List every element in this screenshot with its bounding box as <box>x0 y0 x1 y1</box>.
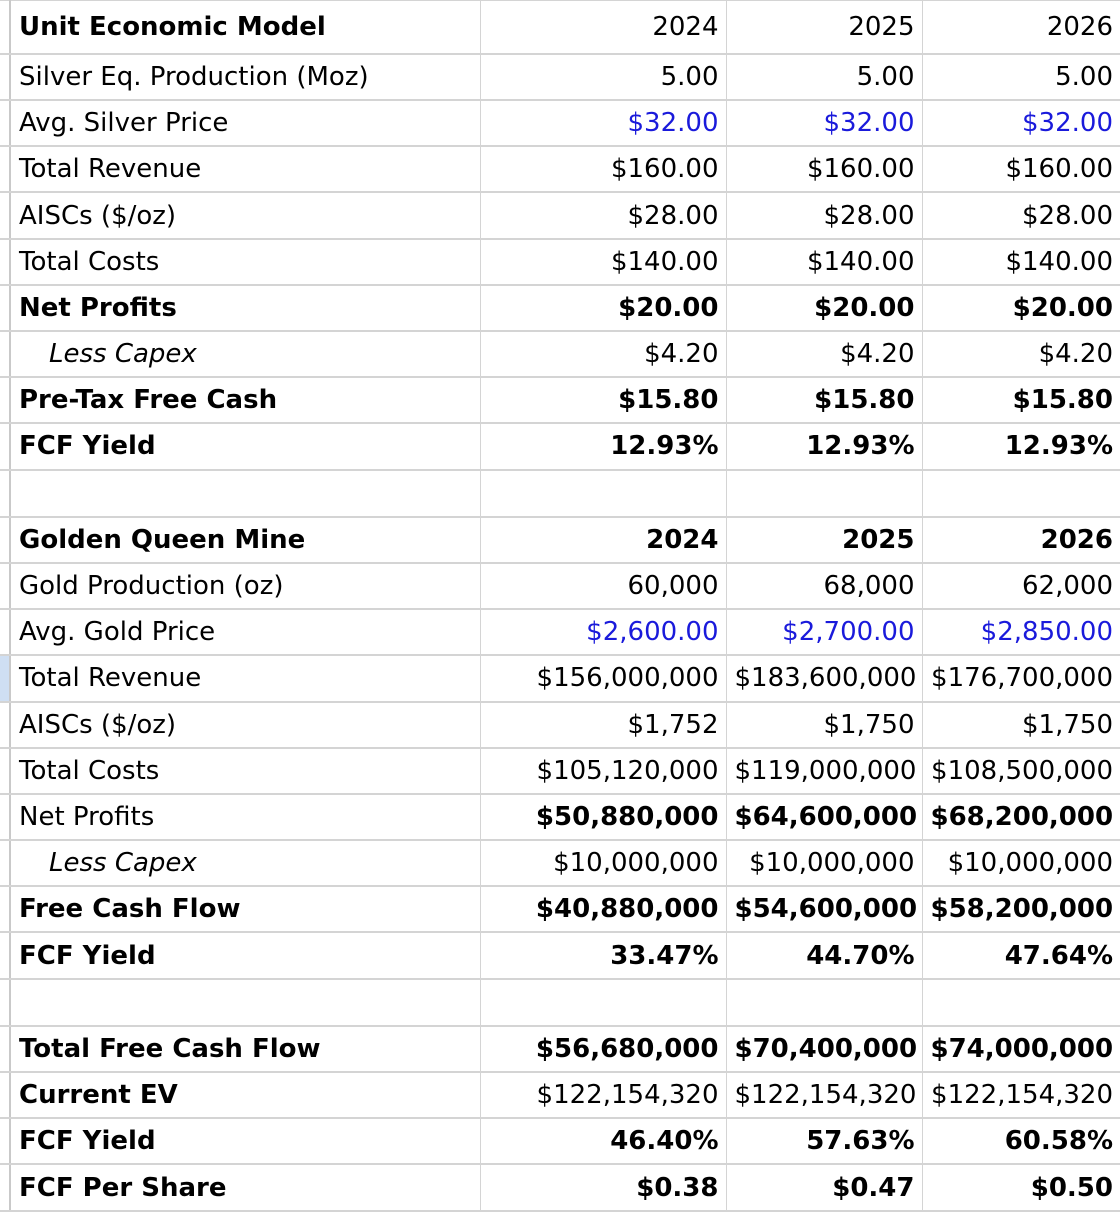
table-row <box>0 886 1120 932</box>
value-cell[interactable]: $1,752 <box>480 702 726 748</box>
value-cell[interactable]: $10,000,000 <box>480 840 726 886</box>
row-label-cell[interactable]: Total Costs <box>10 239 480 285</box>
value-cell[interactable]: $160.00 <box>922 146 1120 192</box>
table-row <box>0 702 1120 748</box>
value-cell[interactable]: $50,880,000 <box>480 794 726 840</box>
row-header-cell[interactable] <box>0 1 10 54</box>
value-cell[interactable]: $74,000,000 <box>922 1026 1120 1072</box>
table-row <box>0 1072 1120 1118</box>
row-header-cell[interactable] <box>0 794 10 840</box>
table-row <box>0 609 1120 655</box>
section-title-cell[interactable]: Unit Economic Model <box>10 1 480 54</box>
row-label-cell[interactable]: Silver Eq. Production (Moz) <box>10 54 480 100</box>
row-label-cell[interactable]: Gold Production (oz) <box>10 563 480 609</box>
input-value-cell[interactable]: $2,700.00 <box>726 609 922 655</box>
value-cell[interactable]: $183,600,000 <box>726 655 922 701</box>
input-value-cell[interactable]: $2,600.00 <box>480 609 726 655</box>
table-row <box>0 146 1120 192</box>
row-label-cell[interactable]: Total Revenue <box>10 655 480 701</box>
row-header-cell[interactable] <box>0 886 10 932</box>
empty-cell[interactable] <box>480 979 726 1026</box>
empty-cell[interactable] <box>922 470 1120 517</box>
row-header-cell[interactable] <box>0 54 10 100</box>
table-row <box>0 794 1120 840</box>
value-cell[interactable]: $122,154,320 <box>726 1072 922 1118</box>
empty-cell[interactable] <box>10 979 480 1026</box>
value-cell[interactable]: $15.80 <box>922 377 1120 423</box>
table-row <box>0 54 1120 100</box>
table-row <box>0 748 1120 794</box>
value-cell[interactable]: $20.00 <box>726 285 922 331</box>
year-header-cell[interactable]: 2026 <box>922 517 1120 563</box>
empty-cell[interactable] <box>726 979 922 1026</box>
table-row <box>0 1 1120 54</box>
value-cell[interactable]: $156,000,000 <box>480 655 726 701</box>
value-cell[interactable]: $140.00 <box>922 239 1120 285</box>
value-cell[interactable]: 57.63% <box>726 1118 922 1164</box>
value-cell[interactable]: 60.58% <box>922 1118 1120 1164</box>
row-header-cell[interactable] <box>0 1118 10 1164</box>
row-label-cell[interactable]: Total Revenue <box>10 146 480 192</box>
table-row <box>0 192 1120 238</box>
table-row <box>0 563 1120 609</box>
value-cell[interactable]: $15.80 <box>480 377 726 423</box>
row-header-cell[interactable] <box>0 1164 10 1211</box>
row-header-cell[interactable] <box>0 192 10 238</box>
input-value-cell[interactable]: $32.00 <box>922 100 1120 146</box>
value-cell[interactable]: $0.38 <box>480 1164 726 1211</box>
table-row <box>0 470 1120 517</box>
row-label-cell[interactable]: AISCs ($/oz) <box>10 192 480 238</box>
row-label-cell[interactable]: Less Capex <box>10 331 480 377</box>
value-cell[interactable]: 5.00 <box>480 54 726 100</box>
row-label-cell[interactable]: AISCs ($/oz) <box>10 702 480 748</box>
value-cell[interactable]: 12.93% <box>922 423 1120 469</box>
row-label-cell[interactable]: Free Cash Flow <box>10 886 480 932</box>
value-cell[interactable]: $160.00 <box>480 146 726 192</box>
row-header-cell[interactable] <box>0 377 10 423</box>
value-cell[interactable]: $68,200,000 <box>922 794 1120 840</box>
value-cell[interactable]: $20.00 <box>922 285 1120 331</box>
value-cell[interactable]: 68,000 <box>726 563 922 609</box>
table-row <box>0 840 1120 886</box>
table-row <box>0 100 1120 146</box>
value-cell[interactable]: $119,000,000 <box>726 748 922 794</box>
empty-cell[interactable] <box>480 470 726 517</box>
row-header-cell[interactable] <box>0 285 10 331</box>
table-row <box>0 979 1120 1026</box>
value-cell[interactable]: $4.20 <box>922 331 1120 377</box>
table-row <box>0 423 1120 469</box>
row-header-cell[interactable] <box>0 100 10 146</box>
value-cell[interactable]: $40,880,000 <box>480 886 726 932</box>
value-cell[interactable]: $140.00 <box>480 239 726 285</box>
table-row <box>0 285 1120 331</box>
year-header-cell[interactable]: 2025 <box>726 1 922 54</box>
row-header-cell[interactable] <box>0 331 10 377</box>
row-label-cell[interactable]: FCF Per Share <box>10 1164 480 1211</box>
row-label-cell[interactable]: Current EV <box>10 1072 480 1118</box>
value-cell[interactable]: 12.93% <box>726 423 922 469</box>
row-label-cell[interactable]: Net Profits <box>10 794 480 840</box>
table-row <box>0 517 1120 563</box>
table-row <box>0 377 1120 423</box>
value-cell[interactable]: $28.00 <box>480 192 726 238</box>
value-cell[interactable]: 33.47% <box>480 932 726 978</box>
value-cell[interactable]: $64,600,000 <box>726 794 922 840</box>
row-label-cell[interactable]: FCF Yield <box>10 423 480 469</box>
empty-cell[interactable] <box>726 470 922 517</box>
row-header-cell[interactable] <box>0 609 10 655</box>
row-header-cell[interactable] <box>0 563 10 609</box>
empty-cell[interactable] <box>922 979 1120 1026</box>
value-cell[interactable]: $54,600,000 <box>726 886 922 932</box>
value-cell[interactable]: $4.20 <box>480 331 726 377</box>
table-row <box>0 1164 1120 1211</box>
year-header-cell[interactable]: 2025 <box>726 517 922 563</box>
table-row <box>0 1118 1120 1164</box>
row-header-cell[interactable] <box>0 702 10 748</box>
value-cell[interactable]: 12.93% <box>480 423 726 469</box>
row-label-cell[interactable]: Pre-Tax Free Cash <box>10 377 480 423</box>
row-label-cell[interactable]: Total Costs <box>10 748 480 794</box>
table-row <box>0 239 1120 285</box>
value-cell[interactable]: 62,000 <box>922 563 1120 609</box>
value-cell[interactable]: 5.00 <box>922 54 1120 100</box>
row-header-cell-selected[interactable] <box>0 655 10 701</box>
row-label-cell[interactable]: Less Capex <box>10 840 480 886</box>
value-cell[interactable]: $20.00 <box>480 285 726 331</box>
row-label-cell[interactable]: Total Free Cash Flow <box>10 1026 480 1072</box>
value-cell[interactable]: $58,200,000 <box>922 886 1120 932</box>
value-cell[interactable]: $10,000,000 <box>726 840 922 886</box>
row-label-cell[interactable]: FCF Yield <box>10 932 480 978</box>
value-cell[interactable]: $70,400,000 <box>726 1026 922 1072</box>
year-header-cell[interactable]: 2026 <box>922 1 1120 54</box>
row-label-cell[interactable]: Net Profits <box>10 285 480 331</box>
value-cell[interactable]: 46.40% <box>480 1118 726 1164</box>
table-row <box>0 1026 1120 1072</box>
row-label-cell[interactable]: FCF Yield <box>10 1118 480 1164</box>
row-header-cell[interactable] <box>0 146 10 192</box>
section-title-cell[interactable]: Golden Queen Mine <box>10 517 480 563</box>
year-header-cell[interactable]: 2024 <box>480 517 726 563</box>
row-header-cell[interactable] <box>0 470 10 517</box>
value-cell[interactable]: $105,120,000 <box>480 748 726 794</box>
empty-cell[interactable] <box>10 470 480 517</box>
value-cell[interactable]: $0.47 <box>726 1164 922 1211</box>
input-value-cell[interactable]: $2,850.00 <box>922 609 1120 655</box>
row-header-cell[interactable] <box>0 840 10 886</box>
value-cell[interactable]: $140.00 <box>726 239 922 285</box>
table-row <box>0 655 1120 701</box>
value-cell[interactable]: $1,750 <box>922 702 1120 748</box>
value-cell[interactable]: 5.00 <box>726 54 922 100</box>
row-header-cell[interactable] <box>0 979 10 1026</box>
row-header-cell[interactable] <box>0 239 10 285</box>
input-value-cell[interactable]: $32.00 <box>480 100 726 146</box>
value-cell[interactable]: 47.64% <box>922 932 1120 978</box>
value-cell[interactable]: $122,154,320 <box>480 1072 726 1118</box>
row-header-cell[interactable] <box>0 1026 10 1072</box>
value-cell[interactable]: $108,500,000 <box>922 748 1120 794</box>
value-cell[interactable]: $176,700,000 <box>922 655 1120 701</box>
row-header-cell[interactable] <box>0 423 10 469</box>
row-header-cell[interactable] <box>0 748 10 794</box>
value-cell[interactable]: $28.00 <box>922 192 1120 238</box>
row-header-cell[interactable] <box>0 932 10 978</box>
input-value-cell[interactable]: $32.00 <box>726 100 922 146</box>
value-cell[interactable]: 44.70% <box>726 932 922 978</box>
row-label-cell[interactable]: Avg. Silver Price <box>10 100 480 146</box>
value-cell[interactable]: $1,750 <box>726 702 922 748</box>
value-cell[interactable]: $56,680,000 <box>480 1026 726 1072</box>
value-cell[interactable]: $4.20 <box>726 331 922 377</box>
value-cell[interactable]: $122,154,320 <box>922 1072 1120 1118</box>
value-cell[interactable]: $28.00 <box>726 192 922 238</box>
value-cell[interactable]: $15.80 <box>726 377 922 423</box>
value-cell[interactable]: $0.50 <box>922 1164 1120 1211</box>
value-cell[interactable]: 60,000 <box>480 563 726 609</box>
value-cell[interactable]: $160.00 <box>726 146 922 192</box>
row-header-cell[interactable] <box>0 1072 10 1118</box>
table-row <box>0 331 1120 377</box>
row-header-cell[interactable] <box>0 517 10 563</box>
table-row <box>0 932 1120 978</box>
year-header-cell[interactable]: 2024 <box>480 1 726 54</box>
value-cell[interactable]: $10,000,000 <box>922 840 1120 886</box>
row-label-cell[interactable]: Avg. Gold Price <box>10 609 480 655</box>
